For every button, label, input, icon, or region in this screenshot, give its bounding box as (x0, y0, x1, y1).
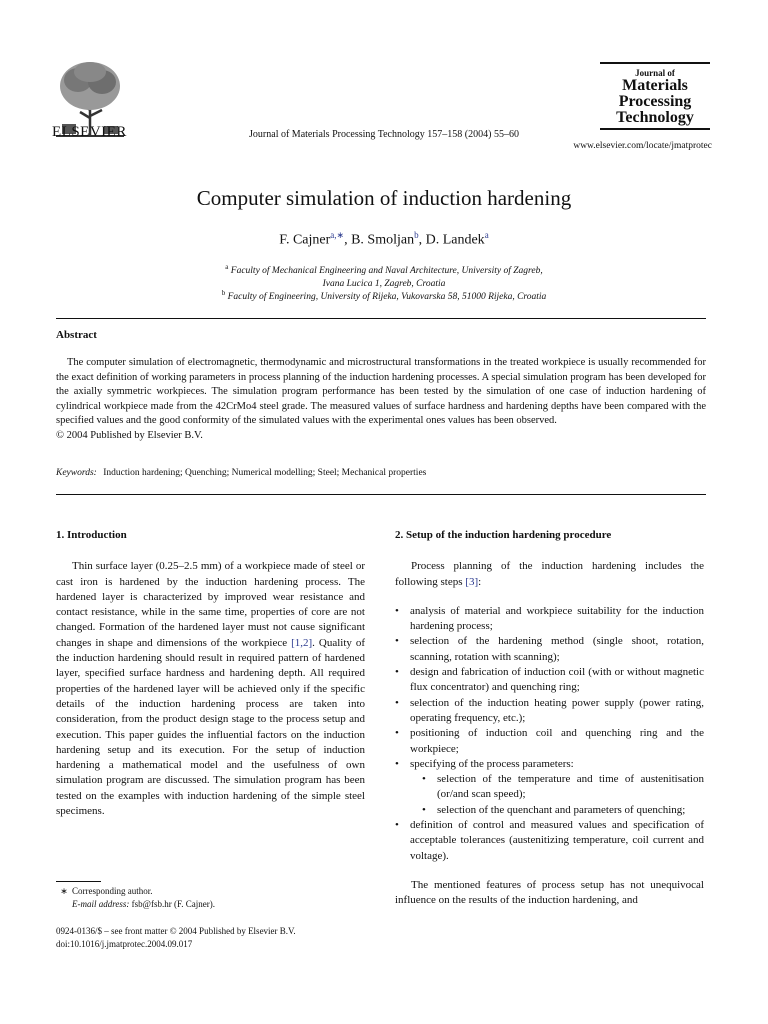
sub-list-item: • selection of the quenchant and parameters of quenching; (410, 803, 704, 818)
author-list (0, 230, 768, 249)
list-item-text: specifying of the process parameters: (410, 757, 574, 770)
list-item: • definition of control and measured values and specification of acceptable tolerances (austenitizing temperature, coil current and voltage). (395, 818, 704, 864)
affiliation-b (0, 287, 768, 304)
divider (56, 494, 706, 495)
process-steps-list (395, 604, 704, 864)
journal-name-line: Materials (622, 77, 688, 94)
author-name: B. Smoljan (351, 232, 415, 248)
author-affiliation-mark[interactable]: a (484, 230, 489, 240)
issn-line: 0924-0136/$ – see front matter © 2004 Published by Elsevier B.V. (56, 926, 296, 936)
closing-paragraph: The mentioned features of process setup has not unequivocal influence on the results of the induction hardening, and (395, 878, 704, 907)
footnote-symbol: ∗ (60, 886, 68, 896)
email-label: E-mail address: (72, 899, 130, 909)
affiliation-line: Faculty of Mechanical Engineering and Naval Architecture, University of Zagreb, (230, 266, 543, 277)
intro-paragraph (56, 559, 365, 819)
journal-website-link[interactable]: www.elsevier.com/locate/jmatprotec (573, 141, 712, 151)
journal-citation: Journal of Materials Processing Technology 157–158 (2004) 55–60 (249, 129, 519, 140)
footnote (56, 885, 215, 911)
keywords (56, 468, 426, 478)
author-affiliation-mark[interactable]: a,∗ (330, 230, 345, 240)
sub-list-item: • selection of the temperature and time of austenitisation (or/and scan speed); (410, 772, 704, 803)
journal-name-line: Processing (618, 93, 692, 110)
list-item: • design and fabrication of induction coil (with or without magnetic flux concentrator) and quenching ring; (395, 665, 704, 696)
list-item (395, 757, 704, 818)
abstract-text: The computer simulation of electromagnetic, thermodynamic and microstructural transformations in the treated workpiece is usually recommended for the exact definition of working parameters in process planning of the induction hardening processes. A special simulation program has been developed for the axially symmetric workpieces. The simulation program performance has been tested by the simulation of one case of induction hardening of cylindrical workpiece made from the 42CrMo4 steel grade. The measured values of surface hardness and hardening depths have been compared with the specified values and the good conformity of the simulated values with the experimental ones values has been observed. (56, 357, 706, 426)
intro-text: Thin surface layer (0.25–2.5 mm) of a workpiece made of steel or cast iron is hardened by the induction hardening process. The hardened layer is characterized by improved wear resistance and contact resistance, while in the same time, properties of core are not changed. Formation of the hardened layer must not cause significant changes in shape and dimensions of the workpiece (56, 560, 365, 649)
section-intro-text: Process planning of the induction hardening includes the following steps (395, 560, 704, 588)
intro-text: . Quality of the induction hardening should result in required pattern of hardened layer, specified surface hardness and hardening depth. All required properties of the hardened layer will be achieved only if the specific details of the induction hardening process are taken into consideration, from the product design stage to the process setup and execution. This paper guides the influential factors on the induction hardening setup and its execution. For the setup of induction hardening a mathematical model and the usefulness of own simulation program are discussed. The simulation program has been tested on the examples with induction hardening of the simple steel specimens. (56, 636, 365, 818)
author-separator: , (418, 232, 426, 248)
keywords-label: Keywords: (56, 468, 97, 478)
author-name: D. Landek (425, 232, 485, 248)
list-item: • positioning of induction coil and quenching ring and the workpiece; (395, 726, 704, 757)
section-heading: 2. Setup of the induction hardening procedure (395, 529, 612, 541)
section-intro (395, 559, 704, 590)
section-intro-text: : (478, 575, 482, 588)
section-heading: 1. Introduction (56, 529, 127, 541)
journal-name-line: Technology (616, 109, 694, 126)
citation-link[interactable]: [1,2] (291, 636, 313, 649)
sub-steps-list (410, 772, 704, 818)
front-matter (56, 925, 296, 951)
affiliation-line: Faculty of Engineering, University of Rijeka, Vukovarska 58, 51000 Rijeka, Croatia (227, 292, 547, 303)
article-title: Computer simulation of induction hardening (196, 186, 572, 210)
footnote-divider (56, 881, 101, 882)
divider (56, 318, 706, 319)
left-column (56, 528, 365, 819)
right-column (395, 528, 704, 909)
doi-line[interactable]: doi:10.1016/j.jmatprotec.2004.09.017 (56, 939, 193, 949)
affiliation-line: Ivana Lucica 1, Zagreb, Croatia (322, 279, 446, 290)
citation-link[interactable]: [3] (465, 575, 479, 588)
author-name: F. Cajner (279, 232, 331, 248)
copyright-notice: © 2004 Published by Elsevier B.V. (56, 429, 203, 441)
list-item: • analysis of material and workpiece suitability for the induction hardening process; (395, 604, 704, 635)
author-affiliation-mark[interactable]: b (414, 230, 419, 240)
footnote-text: Corresponding author. (72, 886, 153, 896)
list-item: • selection of the hardening method (single shoot, rotation, scanning, rotation with scanning); (395, 634, 704, 665)
list-item: • selection of the induction heating power supply (power rating, operating frequency, etc.); (395, 696, 704, 727)
abstract-heading: Abstract (56, 329, 97, 341)
journal-of-label: Journal of (635, 68, 675, 78)
keywords-list: Induction hardening; Quenching; Numerical modelling; Steel; Mechanical properties (103, 468, 427, 478)
affiliation-mark: b (221, 289, 226, 297)
author-separator: , (344, 232, 352, 248)
abstract-body (56, 356, 706, 443)
journal-logo-box (600, 62, 710, 130)
publisher-name: ELSEVIER (52, 124, 127, 140)
email-link[interactable]: fsb@fsb.hr (F. Cajner). (131, 899, 215, 909)
affiliation-mark: a (225, 263, 229, 271)
